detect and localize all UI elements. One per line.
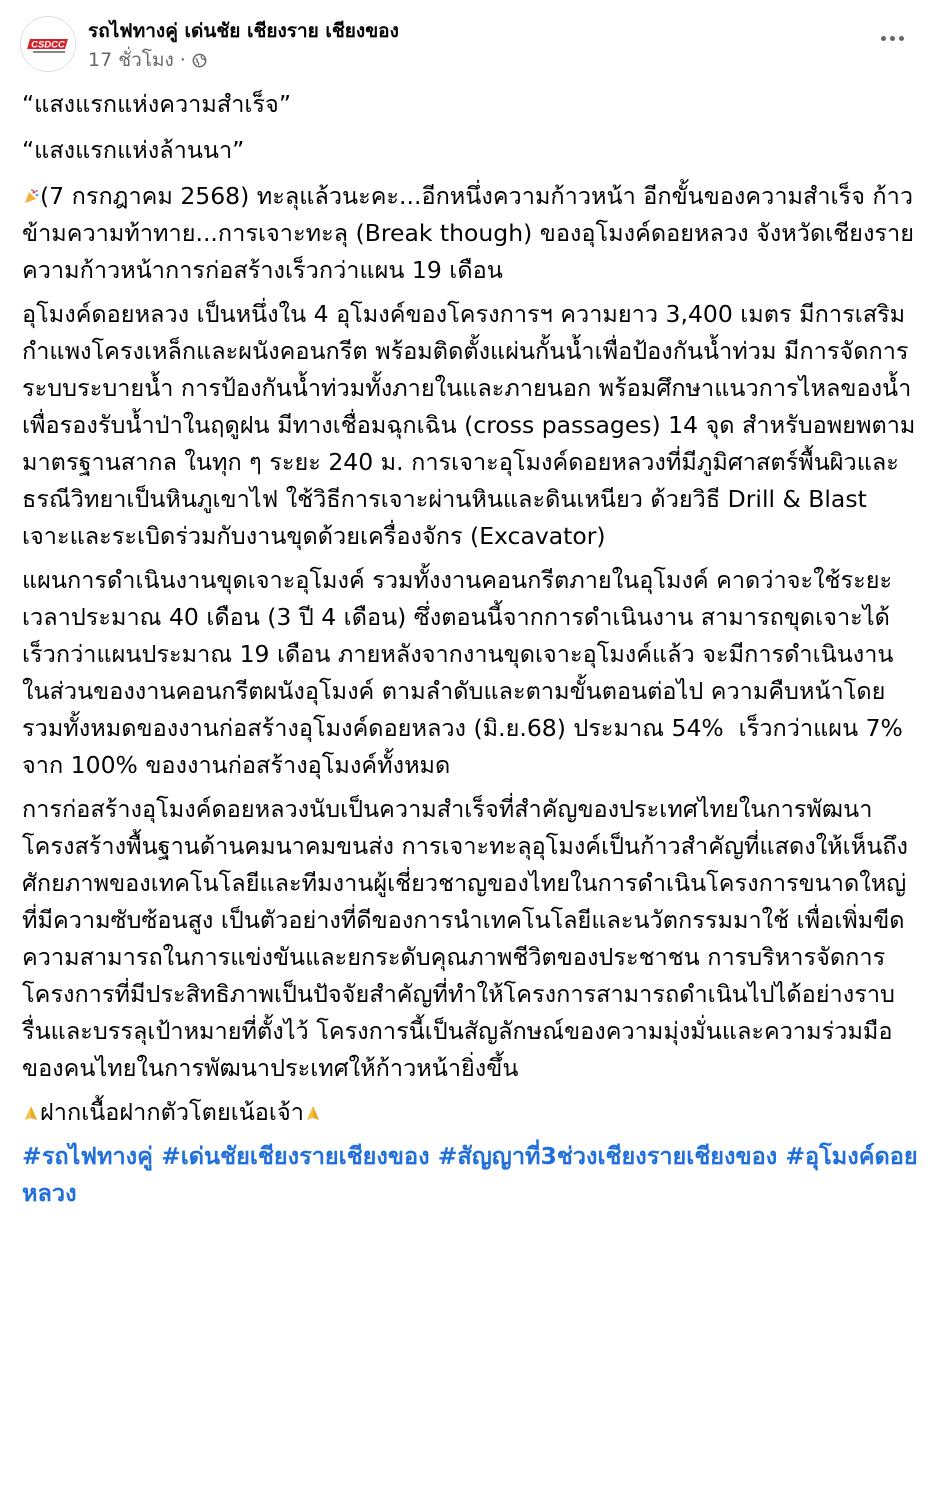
post-closing xyxy=(22,1094,920,1131)
more-horizontal-icon xyxy=(881,36,886,41)
confetti-icon xyxy=(22,188,40,206)
post-paragraph-4: การก่อสร้างอุโมงค์ดอยหลวงนับเป็นความสำเร็จที่สำคัญของประเทศไทยในการพัฒนาโครงสร้างพื้นฐานด้านคมนาคมขนส่ง การเจาะทะลุอุโมงค์เป็นก้าวสำคัญที่แสดงให้เห็นถึงศักยภาพของเทคโนโลยีและทีมงานผู้เชี่ยวชาญของไทยในการดำเนินโครงการขนาดใหญ่ที่มีความซับซ้อนสูง เป็นตัวอย่างที่ดีของการนำเทคโนโลยีและนวัตกรรมมาใช้ เพื่อเพิ่มขีดความสามารถในการแข่งขันและยกระดับคุณภาพชีวิตของประชาชน การบริหารจัดการโครงการที่มีประสิทธิภาพเป็นปัจจัยสำคัญที่ทำให้โครงการสามารถดำเนินไปได้อย่างราบรื่นและบรรลุเป้าหมายที่ตั้งไว้ โครงการนี้เป็นสัญลักษณ์ของความมุ่งมั่นและความร่วมมือของคนไทยในการพัฒนาประเทศให้ก้าวหน้ายิ่งขึ้น xyxy=(22,795,908,1082)
hashtag-link[interactable]: #เด่นชัยเชียงรายเชียงของ xyxy=(161,1142,430,1170)
globe-icon[interactable] xyxy=(192,53,207,68)
post-paragraph-3: แผนการดำเนินงานขุดเจาะอุโมงค์ รวมทั้งงานคอนกรีตภายในอุโมงค์ คาดว่าจะใช้ระยะเวลาประมาณ 40 เดือน (3 ปี 4 เดือน) ซึ่งตอนนี้จากการดำเนินงาน สามารถขุดเจาะได้เร็วกว่าแผนประมาณ 19 เดือน ภายหลังจากงานขุดเจาะอุโมงค์แล้ว จะมีการดำเนินงานในส่วนของงานคอนกรีตผนังอุโมงค์ ตามลำดับและตามขั้นตอนต่อไป ความคืบหน้าโดยรวมทั้งหมดของงานก่อสร้างอุโมงค์ดอยหลวง (มิ.ย.68) ประมาณ 54% เร็วกว่าแผน 7% จาก 100% ของงานก่อสร้างอุโมงค์ทั้งหมด xyxy=(22,566,911,779)
post-paragraph-2: อุโมงค์ดอยหลวง เป็นหนึ่งใน 4 อุโมงค์ของโครงการฯ ความยาว 3,400 เมตร มีการเสริมกำแพงโครงเหล็กและผนังคอนกรีต พร้อมติดตั้งแผ่นกั้นน้ำเพื่อป้องกันน้ำท่วม มีการจัดการระบบระบายน้ำ การป้องกันน้ำท่วมทั้งภายในและภายนอก พร้อมศึกษาแนวการไหลของน้ำเพื่อรองรับน้ำป่าในฤดูฝน มีทางเชื่อมฉุกเฉิน (cross passages) 14 จุด สำหรับอพยพตามมาตรฐานสากล ในทุก ๆ ระยะ 240 ม. การเจาะอุโมงค์ดอยหลวงที่มีภูมิศาสตร์พื้นผิวและธรณีวิทยาเป็นหินภูเขาไฟ ใช้วิธีการเจาะผ่านหินและดินเหนียว ด้วยวิธี Drill & Blast เจาะและระเบิดร่วมกับงานขุดด้วยเครื่องจักร (Excavator) xyxy=(22,300,916,550)
avatar[interactable] xyxy=(20,16,76,72)
meta-separator: · xyxy=(179,49,186,71)
more-horizontal-icon xyxy=(899,36,904,41)
post-body xyxy=(22,86,920,1212)
hashtag-link[interactable]: #อุโมงค์ดอยหลวง xyxy=(22,1142,918,1207)
post-timestamp[interactable]: 17 ชั่วโมง xyxy=(88,49,174,71)
folded-hands-icon xyxy=(304,1104,322,1122)
post-title-2: “แสงแรกแห่งล้านนา” xyxy=(22,136,245,164)
closing-text: ฝากเนื้อฝากตัวโตยเน้อเจ้า xyxy=(40,1098,304,1126)
hashtag-link[interactable]: #สัญญาที่3ช่วงเชียงรายเชียงของ xyxy=(437,1142,778,1170)
hashtag-list xyxy=(22,1138,920,1212)
post-paragraph-1 xyxy=(22,178,920,289)
more-options-button[interactable] xyxy=(872,22,912,54)
post-title-1: “แสงแรกแห่งความสำเร็จ” xyxy=(22,90,291,118)
post-meta xyxy=(88,45,207,75)
csdcc-logo xyxy=(21,17,76,72)
more-horizontal-icon xyxy=(890,36,895,41)
hashtag-link[interactable]: #รถไฟทางคู่ xyxy=(22,1142,153,1170)
post-header xyxy=(20,14,920,74)
folded-hands-icon xyxy=(22,1104,40,1122)
paragraph-1-text: (7 กรกฎาคม 2568) ทะลุแล้วนะคะ...อีกหนึ่งความก้าวหน้า อีกขั้นของความสำเร็จ ก้าวข้ามความท้าทาย...การเจาะทะลุ (Break though) ของอุโมงค์ดอยหลวง จังหวัดเชียงราย ความก้าวหน้าการก่อสร้างเร็วกว่าแผน 19 เดือน xyxy=(22,182,922,284)
logo-text: CSDCC xyxy=(31,39,65,51)
page-name[interactable]: รถไฟทางคู่ เด่นชัย เชียงราย เชียงของ xyxy=(88,20,399,42)
